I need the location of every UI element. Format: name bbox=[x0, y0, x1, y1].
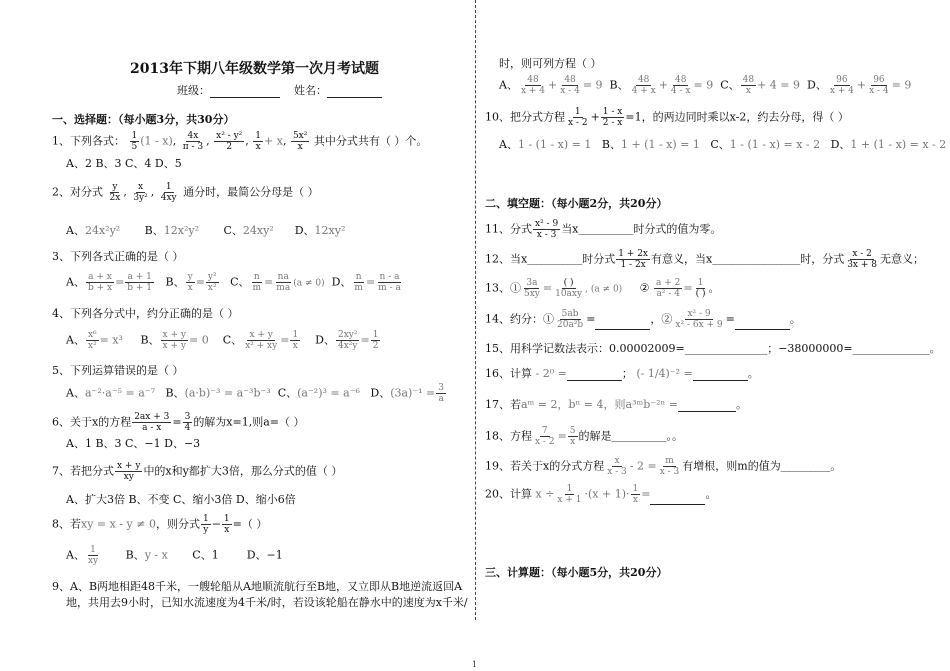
question-17: 17、若aᵐ = 2，bⁿ = 4，则a³ᵐb⁻²ⁿ = 。 bbox=[485, 398, 747, 411]
question-7: 7、若把分式 $\frac{x + y}{xy}$ 中的x和y都扩大3倍，那么分式的值（ ） bbox=[52, 461, 343, 482]
question-18: 18、方程 $\frac{7}{x - 2}$ = $\frac{5}{x}$ 的解是__________。。 bbox=[485, 426, 684, 447]
class-field[interactable] bbox=[210, 86, 280, 98]
question-5: 5、下列运算错误的是（ ） bbox=[52, 364, 184, 377]
answer-14-1[interactable] bbox=[595, 318, 650, 330]
answer-20[interactable] bbox=[650, 493, 705, 505]
question-14: 14、约分：① $\frac{5ab}{\text{20a²b}}$ = ，② $\frac{\text{x² - 9}}{\text{x² - 6x + 9}}$ = 。 bbox=[485, 309, 801, 330]
question-8: 8、若xy = x - y ≠ 0，则分式 $\frac{1}{y}$ − $\frac{1}{x}$ =（ ） bbox=[52, 514, 268, 535]
question-2: 2、对分式 $\frac{y}{2x}$ , $\frac{x}{\text{3y²}}$ , $\frac{1}{4xy}$ 通分时，最简公分母是（ ） bbox=[52, 182, 319, 203]
question-6-options: A、1 B、3 C、−1 D、−3 bbox=[66, 437, 201, 450]
question-8-options: A、 $\frac{1}{xy}$ B、y - x C、1 D、−1 bbox=[66, 545, 283, 566]
question-16: 16、计算 - 2⁰ = ； (- 1/4)⁻² = 。 bbox=[485, 367, 759, 380]
answer-14-2[interactable] bbox=[735, 318, 790, 330]
question-12: 12、当x__________时分式 $\frac{1 + 2x}{1 - 2x}$ 有意义，当x________________时，分式 $\frac{x - 2}{3x + 8}$ 无意义； bbox=[485, 249, 924, 270]
question-6: 6、关于x的方程 $\frac{2ax + 3}{a - x}$ = $\frac{3}{4}$ 的解为x=1,则a=（ ） bbox=[52, 412, 305, 433]
class-label: 班级： bbox=[177, 84, 210, 97]
answer-16-2[interactable] bbox=[693, 369, 748, 381]
question-13: 13、① $\frac{3a}{5xy}$ = $\frac{( )}{\text{10axy}}$ , (a ≠ 0) ② $\frac{a + 2}{\text{a² - 4}}$ = $\frac{1}{( )}$ 。 bbox=[485, 278, 720, 299]
column-divider bbox=[475, 0, 477, 620]
question-3: 3、下列各式正确的是（ ） bbox=[52, 250, 184, 263]
question-4: 4、下列各分式中，约分正确的是（ ） bbox=[52, 307, 239, 320]
page-number: 1 bbox=[472, 660, 478, 669]
section-fill: 二、填空题：（每小题2分，共20分） bbox=[485, 197, 668, 210]
name-field[interactable] bbox=[327, 86, 382, 98]
section-choice: 一、选择题：（每小题3分，共30分） bbox=[52, 113, 235, 126]
question-9-line1: 9、A、B两地相距48千米，一艘轮船从A地顺流航行至B地，又立即从B地逆流返回A bbox=[52, 580, 463, 593]
student-info bbox=[177, 84, 382, 98]
answer-17[interactable] bbox=[678, 400, 736, 412]
question-1: 1、下列各式： $\frac{1}{5}$ (1 - x), $\frac{4x}{\pi - 3}$ , $\frac{\text{x² - y²}}{2}$ , $\frac{1}{x}$ + x, $\frac{\text{5x²}}{x}$ 其中分式共有（ ）个。 bbox=[52, 131, 428, 152]
name-label: 姓名： bbox=[294, 84, 327, 97]
question-7-options: A、扩大3倍 B、不变 C、缩小3倍 D、缩小6倍 bbox=[66, 493, 296, 506]
question-4-options: A、 $\frac{\text{x⁶}}{\text{x²}}$ = x³ B、 $\frac{x + y}{x + y}$ = 0 C、 $\frac{x + y}{\text{x² + xy}}$ = $\frac{1}{x}$ D、 $\frac{\text{2xy²}}{\text{4x²y}}$ = $\frac{1}{2}$ bbox=[66, 330, 379, 351]
question-10-options: A、1 - (1 - x) = 1 B、1 + (1 - x) = 1 C、1 - (1 - x) = x - 2 D、1 + (1 - x) = x - 2 bbox=[499, 138, 947, 151]
page-title: 2013年下期八年级数学第一次月考试题 bbox=[130, 61, 379, 77]
question-3-options: A、 $\frac{a + x}{b + x}$ = $\frac{a + 1}{b + 1}$ B、 $\frac{y}{x}$ = $\frac{\text{y²}}{\text{x²}}$ C、 $\frac{n}{m}$ = $\frac{na}{ma}$ (a ≠ 0) D、 $\frac{n}{m}$ = $\frac{n - a}{m - a}$ bbox=[66, 272, 401, 293]
question-20: 20、计算 x ÷ $\frac{1}{x + 1}$ ·(x + 1)· $\frac{1}{x}$ = 。 bbox=[485, 484, 717, 505]
question-2-options: A、24x²y² B、12x²y² C、24xy² D、12xy² bbox=[66, 224, 346, 237]
question-5-options: A、a⁻²·a⁻⁵ = a⁻⁷ B、(a·b)⁻³ = a⁻³b⁻³ C、(a⁻²)³ = a⁻⁶ D、(3a)⁻¹ = $\frac{3}{a}$ bbox=[66, 383, 445, 404]
question-9-line2: 地，共用去9小时，已知水流速度为4千米/时，若设该轮船在静水中的速度为x千米/ bbox=[66, 596, 468, 609]
question-15: 15、用科学记数法表示：0.00002009=_______________；−38000000=______________。 bbox=[485, 342, 941, 355]
question-10: 10、把分式方程 $\frac{1}{x - 2}$ + $\frac{1 - x}{2 - x}$ =1，的两边同时乘以x-2，约去分母，得（ ） bbox=[485, 107, 849, 128]
question-19: 19、若关于x的分式方程 $\frac{x}{x - 3}$ - 2 = $\frac{m}{x - 3}$ 有增根，则m的值为_________。 bbox=[485, 456, 842, 477]
question-11: 11、分式 $\frac{\text{x² - 9}}{x - 3}$ 当x__________时分式的值为零。 bbox=[485, 219, 722, 240]
question-1-options: A、2 B、3 C、4 D、5 bbox=[66, 157, 182, 170]
question-9-options: A、 $\frac{48}{x + 4}$ + $\frac{48}{x - 4}$ = 9 B、 $\frac{48}{4 + x}$ + $\frac{48}{4 - x}$ = 9 C、 $\frac{48}{x}$ + 4 = 9 D、 $\frac{96}{x + 4}$ + $\frac{96}{x - 4}$ = 9 bbox=[499, 75, 912, 96]
question-9-line3: 时，则可列方程（ ） bbox=[499, 57, 602, 70]
section-calc: 三、计算题：（每小题5分，共20分） bbox=[485, 566, 668, 579]
answer-16-1[interactable] bbox=[567, 369, 622, 381]
